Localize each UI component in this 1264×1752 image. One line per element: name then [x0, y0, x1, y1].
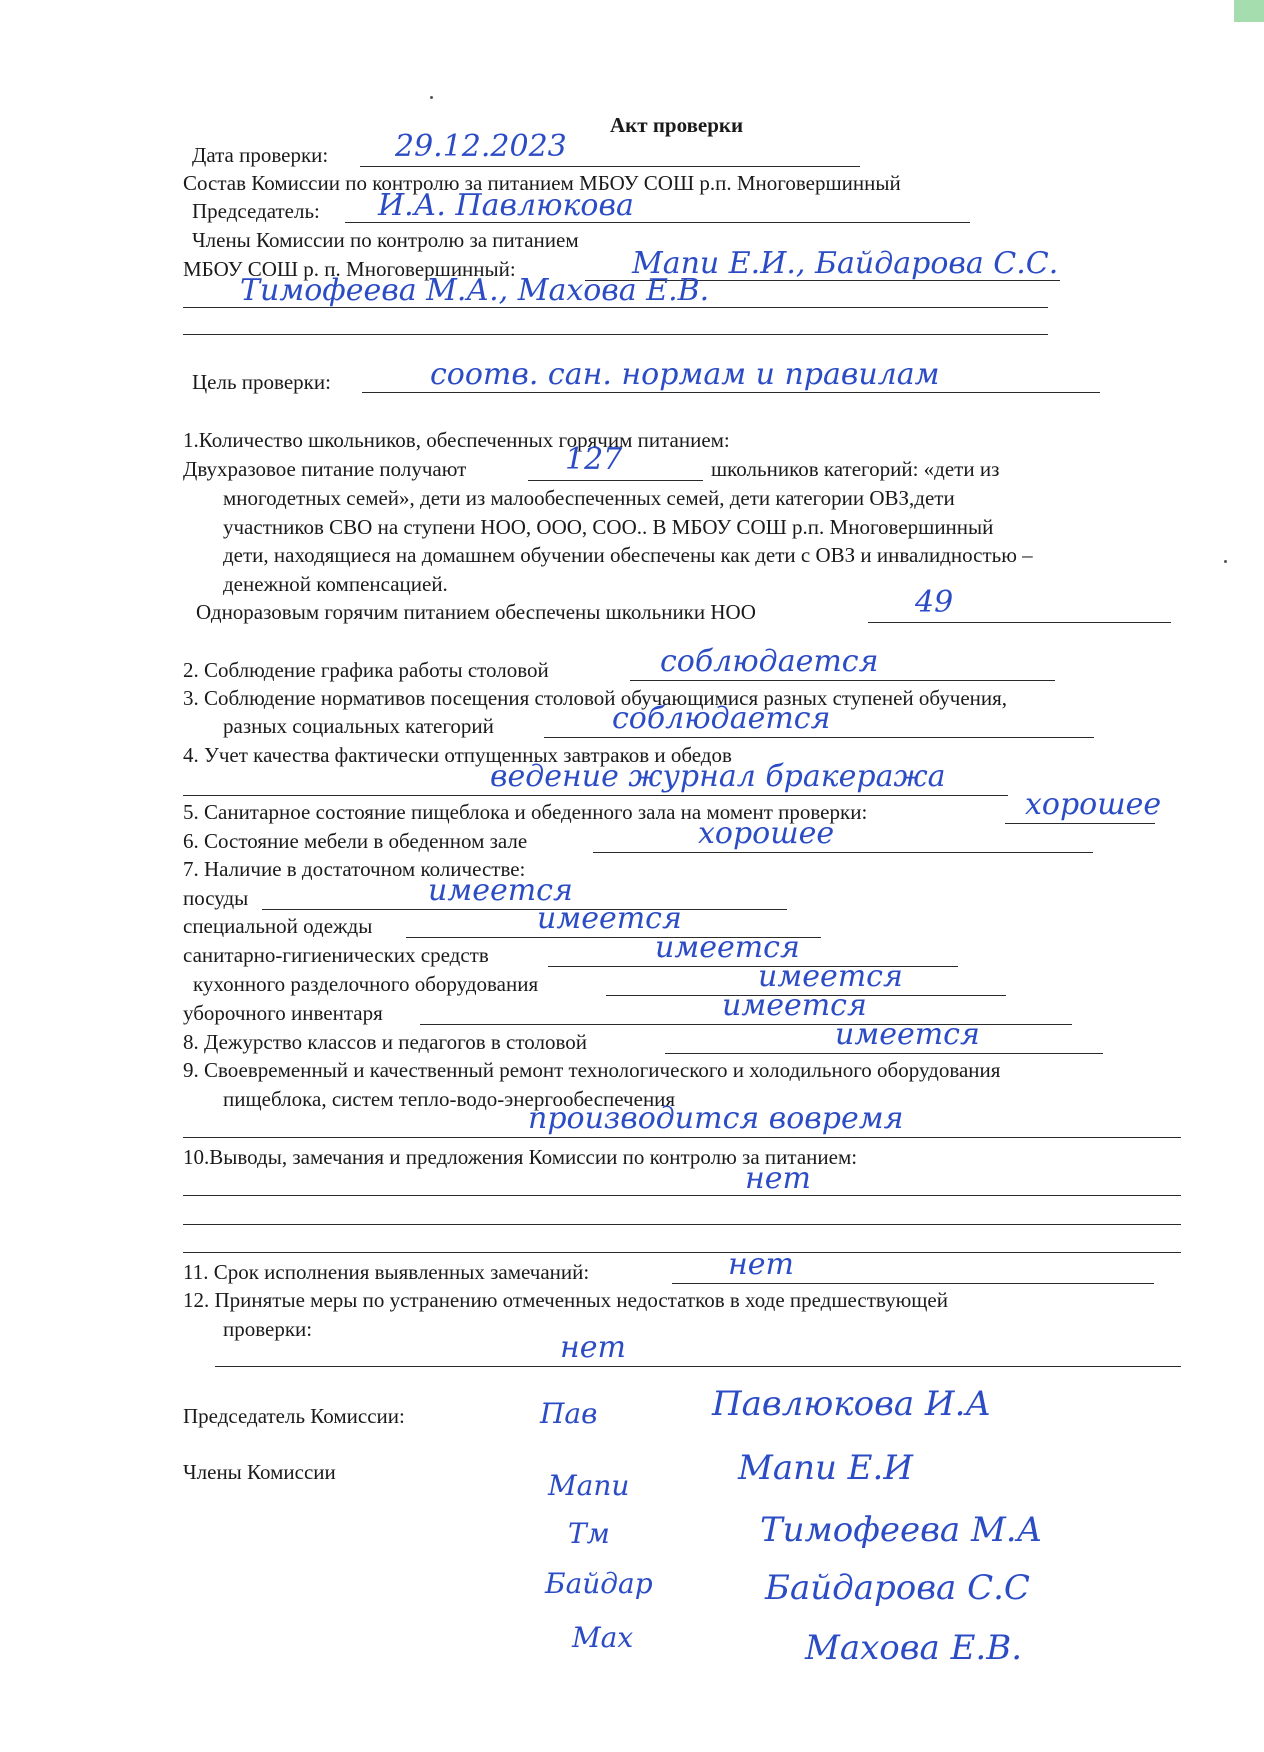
item9-line2: пищеблока, систем тепло-водо-энергообеспечения	[223, 1087, 676, 1111]
item4-label: 4. Учет качества фактически отпущенных завтраков и обедов	[183, 743, 732, 767]
item2-underline	[630, 680, 1055, 681]
item7c-value: имеется	[655, 930, 800, 965]
item7d-value: имеется	[758, 959, 903, 994]
item5-value: хорошее	[1025, 787, 1162, 822]
section1-line2: многодетных семей», дети из малообеспеченных семей, дети категории ОВЗ,дети	[223, 486, 955, 510]
chairman-value: И.А. Павлюкова	[378, 188, 634, 223]
item7a-underline	[262, 909, 787, 910]
item10-label: 10.Выводы, замечания и предложения Комиссии по контролю за питанием:	[183, 1145, 858, 1169]
document-title: Акт проверки	[610, 113, 744, 137]
chairman-label: Председатель:	[192, 199, 320, 223]
scan-edge-mark	[1234, 0, 1264, 22]
item9-underline	[183, 1137, 1181, 1138]
item3-value: соблюдается	[612, 701, 831, 736]
member4-signature: Мах	[572, 1621, 634, 1654]
item8-underline	[665, 1053, 1103, 1054]
member2-signature: Тм	[568, 1517, 610, 1550]
item3-underline	[544, 737, 1094, 738]
item7a-value: имеется	[428, 873, 573, 908]
item7e-value: имеется	[722, 988, 867, 1023]
members-value-line2: Тимофеева М.А., Махова Е.В.	[240, 273, 710, 308]
item9-line1: 9. Своевременный и качественный ремонт технологического и холодильного оборудования	[183, 1058, 1001, 1082]
two-meal-suffix: школьников категорий: «дети из	[711, 457, 1000, 481]
member1-signature: Мапи	[548, 1469, 630, 1502]
one-meal-value: 49	[915, 585, 954, 620]
members-underline3	[183, 334, 1048, 335]
date-label: Дата проверки:	[192, 143, 329, 167]
one-meal-label: Одноразовым горячим питанием обеспечены школьники НОО	[196, 600, 756, 624]
item12-line2: проверки:	[223, 1317, 313, 1341]
item8-value: имеется	[835, 1017, 980, 1052]
goal-label: Цель проверки:	[192, 370, 331, 394]
item7c-label: санитарно-гигиенических средств	[183, 943, 489, 967]
chairman-signature-label: Председатель Комиссии:	[183, 1404, 405, 1428]
item11-label: 11. Срок исполнения выявленных замечаний:	[183, 1260, 590, 1284]
scan-speck	[1224, 560, 1227, 563]
item6-underline	[593, 852, 1093, 853]
members-signature-label: Члены Комиссии	[183, 1460, 336, 1484]
section1-heading: 1.Количество школьников, обеспеченных горячим питанием:	[183, 428, 730, 452]
two-meal-underline	[528, 480, 703, 481]
item3-line1: 3. Соблюдение нормативов посещения столовой обучающимися разных ступеней обучения,	[183, 686, 1008, 710]
member4-name: Махова Е.В.	[805, 1628, 1023, 1668]
item7b-value: имеется	[537, 901, 682, 936]
item10-underline2	[183, 1224, 1181, 1225]
commission-heading: Состав Комиссии по контролю за питанием МБОУ СОШ р.п. Многовершинный	[183, 171, 901, 195]
item12-underline	[215, 1366, 1181, 1367]
member1-name: Мапи Е.И	[738, 1448, 913, 1488]
item3-line2: разных социальных категорий	[223, 714, 494, 738]
section1-line5: денежной компенсацией.	[223, 572, 448, 596]
item12-line1: 12. Принятые меры по устранению отмеченных недостатков в ходе предшествующей	[183, 1288, 948, 1312]
item10-value: нет	[745, 1161, 811, 1196]
item4-underline	[183, 795, 1008, 796]
item2-value: соблюдается	[660, 644, 879, 679]
item10-underline1	[183, 1195, 1181, 1196]
item11-underline	[672, 1283, 1154, 1284]
item7-heading: 7. Наличие в достаточном количестве:	[183, 857, 526, 881]
two-meal-prefix: Двухразовое питание получают	[183, 457, 467, 481]
two-meal-value: 127	[565, 442, 623, 477]
item6-label: 6. Состояние мебели в обеденном зале	[183, 829, 528, 853]
item6-value: хорошее	[698, 816, 835, 851]
item5-label: 5. Санитарное состояние пищеблока и обеденного зала на момент проверки:	[183, 800, 868, 824]
item12-value: нет	[560, 1330, 626, 1365]
section1-line3: участников СВО на ступени НОО, ООО, СОО.. В МБОУ СОШ р.п. Многовершинный	[223, 515, 994, 539]
chairman-name: Павлюкова И.А	[712, 1384, 992, 1424]
item8-label: 8. Дежурство классов и педагогов в столовой	[183, 1030, 587, 1054]
item5-underline	[1005, 823, 1155, 824]
member3-name: Байдарова С.С	[765, 1568, 1030, 1608]
members-label-line2: МБОУ СОШ р. п. Многовершинный:	[183, 257, 516, 281]
member2-name: Тимофеева М.А	[760, 1510, 1043, 1550]
goal-underline	[362, 392, 1100, 393]
members-value-line1: Мапи Е.И., Байдарова С.С.	[632, 246, 1059, 281]
scan-speck	[430, 96, 433, 99]
chairman-signature: Пав	[540, 1397, 598, 1430]
goal-value: соотв. сан. нормам и правилам	[430, 357, 940, 392]
item7d-label: кухонного разделочного оборудования	[193, 972, 539, 996]
members-label-line1: Члены Комиссии по контролю за питанием	[192, 228, 579, 252]
item2-label: 2. Соблюдение графика работы столовой	[183, 658, 549, 682]
item9-value: производится вовремя	[528, 1101, 904, 1136]
date-underline	[360, 166, 860, 167]
item11-value: нет	[728, 1247, 794, 1282]
item7a-label: посуды	[183, 886, 249, 910]
item7b-label: специальной одежды	[183, 914, 373, 938]
item7e-label: уборочного инвентаря	[183, 1001, 383, 1025]
one-meal-underline	[868, 622, 1171, 623]
item4-value: ведение журнал бракеража	[490, 759, 946, 794]
item10-underline3	[183, 1252, 1181, 1253]
date-value: 29.12.2023	[395, 129, 567, 164]
member3-signature: Байдар	[545, 1567, 653, 1600]
section1-line4: дети, находящиеся на домашнем обучении обеспечены как дети с ОВЗ и инвалидностью –	[223, 543, 1033, 567]
